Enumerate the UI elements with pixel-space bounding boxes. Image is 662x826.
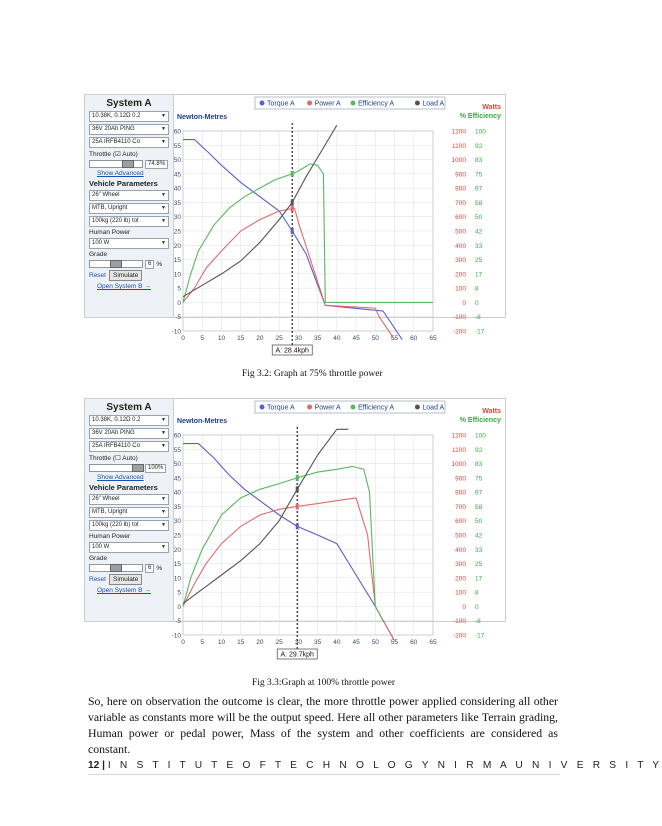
watts-tick-label: 700 xyxy=(455,503,466,511)
x-tick-label: 45 xyxy=(352,639,360,646)
x-tick-label: 20 xyxy=(256,335,264,342)
operating-point xyxy=(291,228,294,234)
efficiency-tick-label: 8 xyxy=(475,285,479,293)
efficiency-tick-label: 17 xyxy=(475,575,483,583)
institute-name: I N S T I T U T E O F T E C H N O L O G Y N I R M A U N I V E R S I T Y xyxy=(107,760,662,771)
y-tick-label: 5 xyxy=(177,589,181,597)
efficiency-tick-label: 25 xyxy=(475,257,483,265)
show-advanced-link[interactable]: Show Advanced xyxy=(97,474,144,481)
watts-tick-label: 0 xyxy=(462,299,466,307)
body-paragraph: So, here on observation the outcome is clear, the more throttle power applied considering all other variable as constants more will be the output speed. Here all other parameters like Terrain grading, Human power or pedal power, Mass of the system and other coefficients are considered as constant. xyxy=(88,694,558,756)
slider-knob[interactable] xyxy=(132,464,144,472)
frame-select[interactable]: MTB, Upright ▼ xyxy=(89,507,169,518)
operating-point xyxy=(296,523,299,529)
y-tick-label: 40 xyxy=(173,489,181,497)
figure-caption: Fig 3.2: Graph at 75% throttle power xyxy=(242,369,383,379)
watts-tick-label: 600 xyxy=(455,214,466,222)
watts-tick-label: -200 xyxy=(452,328,466,336)
system-panel xyxy=(85,399,174,621)
series-line xyxy=(183,444,395,641)
y-tick-label: -10 xyxy=(171,328,181,336)
efficiency-tick-label: 83 xyxy=(475,461,483,469)
efficiency-tick-label: 75 xyxy=(475,171,483,179)
efficiency-tick-label: 50 xyxy=(475,518,483,526)
system-title: System A xyxy=(106,98,152,109)
battery-select[interactable]: 36V 20Ah PING ▼ xyxy=(89,124,169,135)
vehicle-params-heading: Vehicle Parameters xyxy=(89,483,158,492)
efficiency-axis-title: % Efficiency xyxy=(459,113,501,120)
watts-tick-label: 1000 xyxy=(451,461,466,469)
efficiency-tick-label: 67 xyxy=(475,489,483,497)
efficiency-tick-label: 67 xyxy=(475,185,483,193)
legend-dot xyxy=(307,405,312,410)
wheel-select[interactable]: 26" Wheel ▼ xyxy=(89,494,169,505)
efficiency-tick-label: -8 xyxy=(475,618,481,626)
efficiency-tick-label: 42 xyxy=(475,532,483,540)
watts-tick-label: 400 xyxy=(455,546,466,554)
efficiency-tick-label: 0 xyxy=(475,299,479,307)
figure-caption: Fig 3.3:Graph at 100% throttle power xyxy=(252,678,396,688)
throttle-label: Throttle (☐ Auto) xyxy=(89,455,138,462)
x-tick-label: 25 xyxy=(275,335,283,342)
efficiency-tick-label: 17 xyxy=(475,271,483,279)
show-advanced-link[interactable]: Show Advanced xyxy=(97,170,144,177)
grade-slider[interactable] xyxy=(89,260,169,268)
system-title: System A xyxy=(106,402,152,413)
human-power-label: Human Power xyxy=(89,533,131,540)
grade-unit: % xyxy=(156,564,163,572)
efficiency-tick-label: -17 xyxy=(475,632,485,640)
legend-dot xyxy=(415,405,420,410)
y-tick-label: 60 xyxy=(173,128,181,136)
y-tick-label: 25 xyxy=(173,532,181,540)
y-tick-label: 30 xyxy=(173,518,181,526)
series-line xyxy=(183,498,395,641)
watts-tick-label: 800 xyxy=(455,185,466,193)
watts-tick-label: 1200 xyxy=(451,432,466,440)
watts-tick-label: 1100 xyxy=(452,142,466,150)
watts-tick-label: 1200 xyxy=(451,128,466,136)
efficiency-tick-label: 0 xyxy=(475,603,479,611)
y-tick-label: 15 xyxy=(173,257,181,265)
efficiency-tick-label: 100 xyxy=(475,128,486,136)
operating-point xyxy=(291,171,294,177)
operating-point xyxy=(296,486,299,492)
x-tick-label: 35 xyxy=(313,335,322,342)
legend-entry: Power A xyxy=(314,404,341,412)
throttle-label: Throttle (☑ Auto) xyxy=(89,151,138,158)
grade-value[interactable]: 6 xyxy=(145,564,154,573)
operating-point xyxy=(291,206,294,212)
mass-select[interactable]: 100kg (220 lb) tot ▼ xyxy=(89,216,169,227)
simulate-button[interactable]: Simulate xyxy=(109,574,142,585)
operating-point xyxy=(296,503,299,509)
throttle-slider[interactable] xyxy=(89,160,169,168)
x-tick-label: 50 xyxy=(371,639,379,646)
y-tick-label: 25 xyxy=(173,228,181,236)
y-tick-label: 40 xyxy=(173,185,181,193)
x-tick-label: 65 xyxy=(429,639,437,646)
efficiency-tick-label: -17 xyxy=(475,328,485,336)
y-tick-label: 20 xyxy=(173,546,181,554)
grade-unit: % xyxy=(156,260,163,268)
efficiency-tick-label: 58 xyxy=(475,199,483,207)
x-tick-label: 35 xyxy=(313,639,322,646)
y-tick-label: 20 xyxy=(173,242,181,250)
efficiency-tick-label: 50 xyxy=(475,214,483,222)
throttle-slider[interactable] xyxy=(89,464,169,472)
watts-tick-label: 300 xyxy=(455,561,466,569)
motor-select[interactable]: 10.38K, 0.12Ω 0.2 ▼ xyxy=(89,415,169,426)
x-tick-label: 60 xyxy=(410,335,418,342)
efficiency-tick-label: 58 xyxy=(475,503,483,511)
human-power-select[interactable]: 100 W ▼ xyxy=(89,542,169,553)
watts-tick-label: 600 xyxy=(455,518,466,526)
efficiency-tick-label: 42 xyxy=(475,228,483,236)
x-tick-label: 20 xyxy=(256,639,264,646)
y-tick-label: 45 xyxy=(173,171,181,179)
controller-select[interactable]: 25A IRFB4110 Co ▼ xyxy=(89,441,169,452)
controller-select[interactable]: 25A IRFB4110 Co ▼ xyxy=(89,137,169,148)
auto-checkbox[interactable]: ☐ xyxy=(115,455,121,462)
left-axis-title: Newton-Metres xyxy=(177,114,228,121)
series-line xyxy=(183,429,348,603)
grade-value[interactable]: 6 xyxy=(145,260,154,269)
watts-tick-label: 1100 xyxy=(452,446,466,454)
chart xyxy=(171,399,505,661)
reset-link[interactable]: Reset xyxy=(89,272,106,279)
watts-tick-label: 900 xyxy=(455,475,466,483)
x-tick-label: 55 xyxy=(390,639,399,646)
y-tick-label: 35 xyxy=(173,503,181,511)
operating-point xyxy=(291,199,294,205)
legend-dot xyxy=(351,405,356,410)
system-panel xyxy=(85,95,174,317)
grade-label: Grade xyxy=(89,251,108,258)
human-power-label: Human Power xyxy=(89,229,131,236)
x-tick-label: 0 xyxy=(181,639,185,646)
x-tick-label: 45 xyxy=(352,335,360,342)
watts-tick-label: 700 xyxy=(455,199,466,207)
operating-point xyxy=(296,475,299,481)
watts-tick-label: 100 xyxy=(455,285,466,293)
watts-tick-label: 1000 xyxy=(451,157,466,165)
legend-dot xyxy=(351,101,356,106)
x-tick-label: 25 xyxy=(275,639,283,646)
y-tick-label: 45 xyxy=(173,475,181,483)
x-tick-label: 65 xyxy=(429,335,437,342)
watts-tick-label: 100 xyxy=(455,589,466,597)
legend-entry: Efficiency A xyxy=(358,100,395,108)
x-tick-label: 5 xyxy=(200,335,205,342)
watts-tick-label: -100 xyxy=(452,314,466,322)
auto-checkbox[interactable]: ☑ xyxy=(115,151,121,158)
watts-tick-label: 200 xyxy=(455,271,466,279)
y-tick-label: 55 xyxy=(173,142,181,150)
y-tick-label: -5 xyxy=(175,618,181,626)
efficiency-tick-label: 92 xyxy=(475,142,483,150)
x-tick-label: 40 xyxy=(333,639,341,646)
open-system-b-link[interactable]: Open System B → xyxy=(97,587,151,594)
page-footer xyxy=(88,760,662,771)
throttle-value[interactable]: 100% xyxy=(145,464,166,473)
y-tick-label: 10 xyxy=(173,271,181,279)
efficiency-tick-label: 75 xyxy=(475,475,483,483)
legend-entry: Load A xyxy=(422,404,445,412)
watts-tick-label: 200 xyxy=(455,575,466,583)
open-system-b-link[interactable]: Open System B → xyxy=(97,283,151,290)
x-tick-label: 30 xyxy=(294,335,303,342)
y-tick-label: 0 xyxy=(177,603,181,611)
grade-slider[interactable] xyxy=(89,564,169,572)
watts-tick-label: 0 xyxy=(462,603,466,611)
legend-entry: Power A xyxy=(314,100,341,108)
efficiency-tick-label: 8 xyxy=(475,589,479,597)
y-tick-label: -5 xyxy=(175,314,181,322)
left-axis-title: Newton-Metres xyxy=(177,418,228,425)
watts-axis-title: Watts xyxy=(482,408,501,415)
legend-dot xyxy=(307,101,312,106)
figure-2 xyxy=(84,398,506,659)
reset-link[interactable]: Reset xyxy=(89,576,106,583)
efficiency-tick-label: 92 xyxy=(475,446,483,454)
x-tick-label: 15 xyxy=(237,639,245,646)
mass-select[interactable]: 100kg (220 lb) tot ▼ xyxy=(89,520,169,531)
legend-dot xyxy=(260,101,265,106)
y-tick-label: 15 xyxy=(173,561,181,569)
y-tick-label: 30 xyxy=(173,214,181,222)
series-line xyxy=(183,164,433,303)
speed-readout: A: 29.7kph xyxy=(280,651,314,659)
x-tick-label: 15 xyxy=(237,335,245,342)
watts-axis-title: Watts xyxy=(482,104,501,111)
legend-entry: Torque A xyxy=(267,100,295,108)
legend-dot xyxy=(415,101,420,106)
watts-tick-label: 500 xyxy=(455,532,466,540)
x-tick-label: 60 xyxy=(410,639,418,646)
throttle-value[interactable]: 74.8% xyxy=(145,160,168,169)
efficiency-tick-label: 100 xyxy=(475,432,486,440)
watts-tick-label: 800 xyxy=(455,489,466,497)
slider-knob[interactable] xyxy=(110,260,122,268)
x-tick-label: 5 xyxy=(200,639,205,646)
efficiency-tick-label: 25 xyxy=(475,561,483,569)
y-tick-label: 0 xyxy=(177,299,181,307)
watts-tick-label: 300 xyxy=(455,257,466,265)
slider-knob[interactable] xyxy=(122,160,134,168)
frame-select[interactable]: MTB, Upright ▼ xyxy=(89,203,169,214)
simulate-button[interactable]: Simulate xyxy=(109,270,142,281)
watts-tick-label: -100 xyxy=(452,618,466,626)
y-tick-label: -10 xyxy=(171,632,181,640)
speed-readout: A: 28.4kph xyxy=(275,347,309,355)
motor-select[interactable]: 10.38K, 0.12Ω 0.2 ▼ xyxy=(89,111,169,122)
y-tick-label: 35 xyxy=(173,199,181,207)
watts-tick-label: 400 xyxy=(455,242,466,250)
y-tick-label: 50 xyxy=(173,157,181,165)
x-tick-label: 10 xyxy=(217,335,226,342)
x-tick-label: 30 xyxy=(294,639,303,646)
y-tick-label: 5 xyxy=(177,285,181,293)
legend-entry: Torque A xyxy=(267,404,295,412)
figure-1 xyxy=(84,94,506,355)
footer-divider xyxy=(88,774,560,775)
vehicle-params-heading: Vehicle Parameters xyxy=(89,179,158,188)
series-line xyxy=(183,466,383,620)
page-number: 12 | xyxy=(88,760,106,771)
efficiency-tick-label: -8 xyxy=(475,314,481,322)
chart xyxy=(171,95,505,357)
legend-dot xyxy=(260,405,265,410)
y-tick-label: 55 xyxy=(173,446,181,454)
x-tick-label: 40 xyxy=(333,335,341,342)
x-tick-label: 55 xyxy=(390,335,399,342)
y-tick-label: 60 xyxy=(173,432,181,440)
human-power-select[interactable]: 100 W ▼ xyxy=(89,238,169,249)
efficiency-axis-title: % Efficiency xyxy=(459,417,501,424)
x-tick-label: 0 xyxy=(181,335,185,342)
efficiency-tick-label: 33 xyxy=(475,546,483,554)
x-tick-label: 10 xyxy=(217,639,226,646)
y-tick-label: 10 xyxy=(173,575,181,583)
legend-entry: Load A xyxy=(422,100,445,108)
efficiency-tick-label: 83 xyxy=(475,157,483,165)
grade-label: Grade xyxy=(89,555,108,562)
battery-select[interactable]: 36V 20Ah PING ▼ xyxy=(89,428,169,439)
y-tick-label: 50 xyxy=(173,461,181,469)
watts-tick-label: 900 xyxy=(455,171,466,179)
watts-tick-label: -200 xyxy=(452,632,466,640)
wheel-select[interactable]: 26" Wheel ▼ xyxy=(89,190,169,201)
efficiency-tick-label: 33 xyxy=(475,242,483,250)
legend-entry: Efficiency A xyxy=(358,404,395,412)
watts-tick-label: 500 xyxy=(455,228,466,236)
x-tick-label: 50 xyxy=(371,335,379,342)
slider-knob[interactable] xyxy=(110,564,122,572)
